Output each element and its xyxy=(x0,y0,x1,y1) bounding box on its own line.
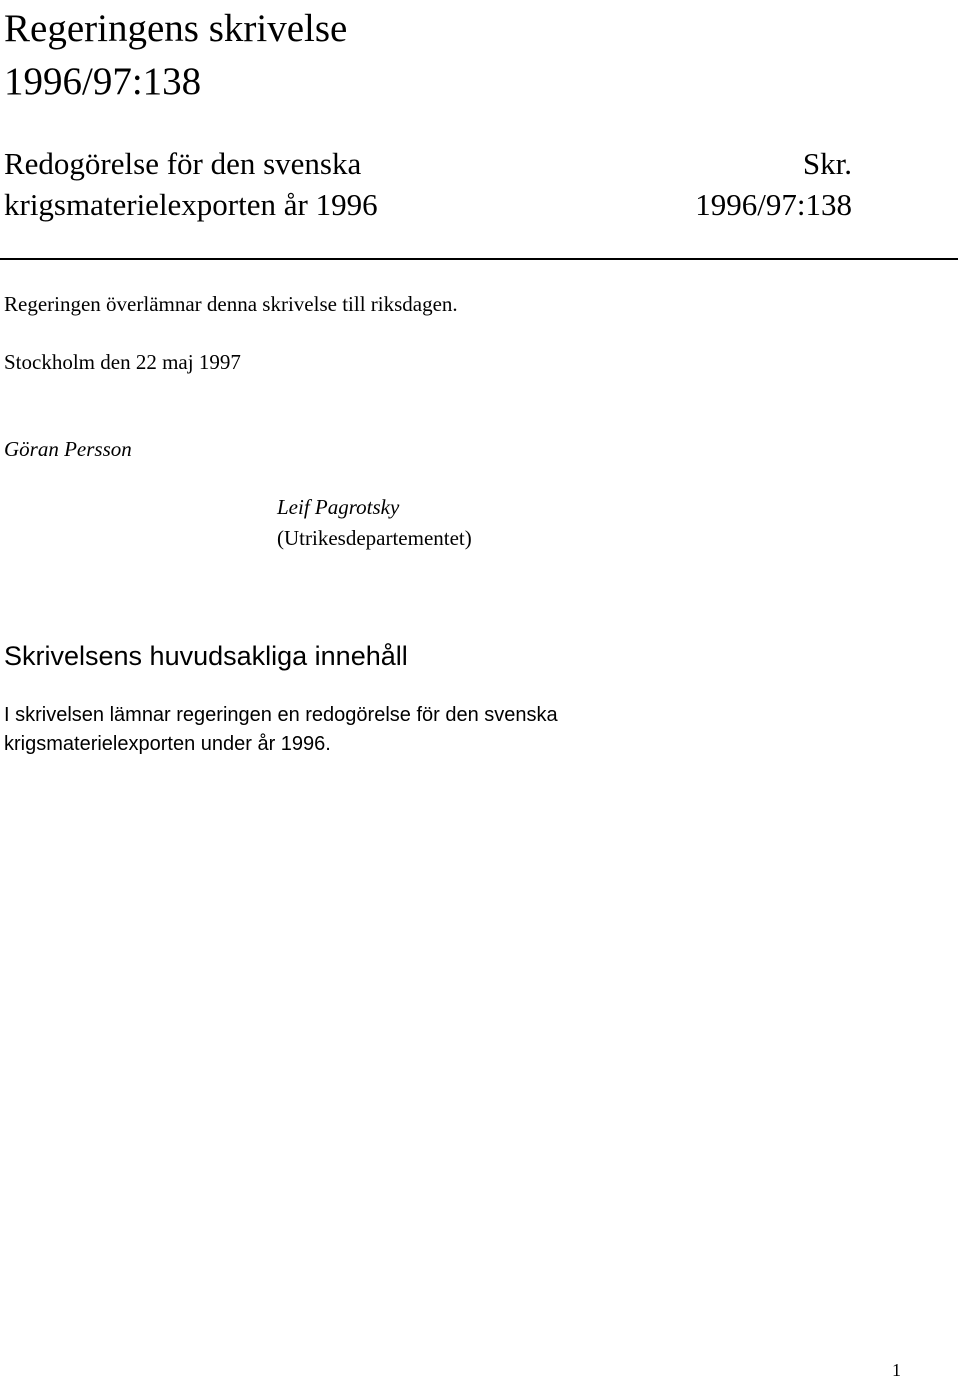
document-subtitle-line-2: krigsmaterielexporten år 1996 xyxy=(4,187,378,222)
place-date: Stockholm den 22 maj 1997 xyxy=(4,350,241,374)
page-number: 1 xyxy=(892,1360,901,1380)
summary-heading: Skrivelsens huvudsakliga innehåll xyxy=(4,641,408,671)
document-title-line-2: 1996/97:138 xyxy=(4,60,202,103)
header-divider xyxy=(0,258,958,260)
summary-line-2: krigsmaterielexporten under år 1996. xyxy=(4,733,331,755)
document-title xyxy=(4,2,347,108)
intro-sentence: Regeringen överlämnar denna skrivelse till riksdagen. xyxy=(4,292,458,316)
prime-minister-signature: Göran Persson xyxy=(4,437,132,461)
document-number-block xyxy=(0,143,852,225)
summary-line-1: I skrivelsen lämnar regeringen en redogörelse för den svenska xyxy=(4,704,558,726)
summary-paragraph xyxy=(4,701,604,759)
minister-signature: Leif Pagrotsky xyxy=(277,495,400,519)
department-name: (Utrikesdepartementet) xyxy=(277,526,472,550)
document-title-line-1: Regeringens skrivelse xyxy=(4,7,348,50)
document-number-value: 1996/97:138 xyxy=(695,187,852,222)
document-subtitle-line-1: Redogörelse för den svenska xyxy=(4,146,362,181)
document-number-label: Skr. xyxy=(802,146,852,181)
